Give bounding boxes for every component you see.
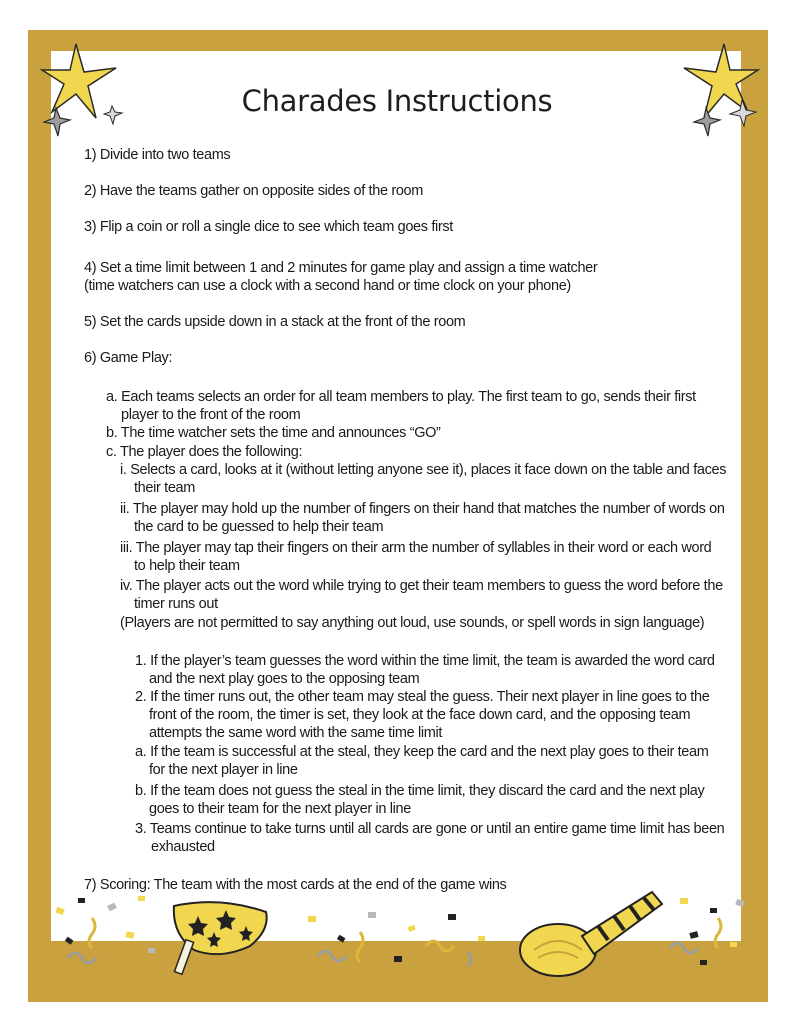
step-3: 3) Flip a coin or roll a single dice to see which team goes first xyxy=(84,219,453,235)
step-6: 6) Game Play: xyxy=(84,350,173,366)
confetti-right-icon xyxy=(660,888,760,980)
gameplay-c-iii: iii. The player may tap their fingers on their arm the number of syllables in their word or each word to help their team xyxy=(120,540,712,574)
outcome-2a: a. If the team is successful at the steal, they keep the card and the next play goes to their team for the next player in line xyxy=(135,744,709,778)
gameplay-c-iv: iv. The player acts out the word while trying to get their team members to guess the word before the timer runs out xyxy=(120,578,723,612)
confetti-left-icon xyxy=(48,888,168,980)
outcome-3: 3. Teams continue to take turns until all cards are gone or until an entire game time limit has been exhausted xyxy=(135,821,725,855)
gameplay-b: b. The time watcher sets the time and announces “GO” xyxy=(106,425,441,441)
step-4: 4) Set a time limit between 1 and 2 minutes for game play and assign a time watcher xyxy=(84,260,598,276)
step-5: 5) Set the cards upside down in a stack at the front of the room xyxy=(84,314,466,330)
outcome-1: 1. If the player’s team guesses the word within the time limit, the team is awarded the word card and the next play goes to the opposing team xyxy=(135,653,715,687)
gameplay-a: a. Each teams selects an order for all team members to play. The first team to go, sends their first player to the front of the room xyxy=(106,389,696,423)
party-blower-icon xyxy=(512,884,672,984)
step-2: 2) Have the teams gather on opposite sides of the room xyxy=(84,183,423,199)
step-7-scoring: 7) Scoring: The team with the most cards at the end of the game wins xyxy=(84,877,507,893)
gameplay-c-i: i. Selects a card, looks at it (without letting anyone see it), places it face down on the table and faces their team xyxy=(120,462,727,496)
outcome-2b: b. If the team does not guess the steal in the time limit, they discard the card and the next play goes to their team for the next player in line xyxy=(135,783,705,817)
confetti-center-icon xyxy=(298,906,508,984)
step-4-note: (time watchers can use a clock with a second hand or time clock on your phone) xyxy=(84,278,571,294)
outcome-2: 2. If the timer runs out, the other team may steal the guess. Their next player in line goes to the front of the room, the timer is set, they look at the face down card, and the opposing team attempts the same word with the same time limit xyxy=(135,689,710,741)
star-noisemaker-icon xyxy=(160,890,280,980)
gameplay-c: c. The player does the following: xyxy=(106,444,303,460)
gameplay-rules-note: (Players are not permitted to say anything out loud, use sounds, or spell words in sign language) xyxy=(120,615,705,631)
gameplay-c-ii: ii. The player may hold up the number of fingers on their hand that matches the number of words on the card to be guessed to help their team xyxy=(120,501,725,535)
page-title: Charades Instructions xyxy=(241,84,553,118)
step-1: 1) Divide into two teams xyxy=(84,147,231,163)
